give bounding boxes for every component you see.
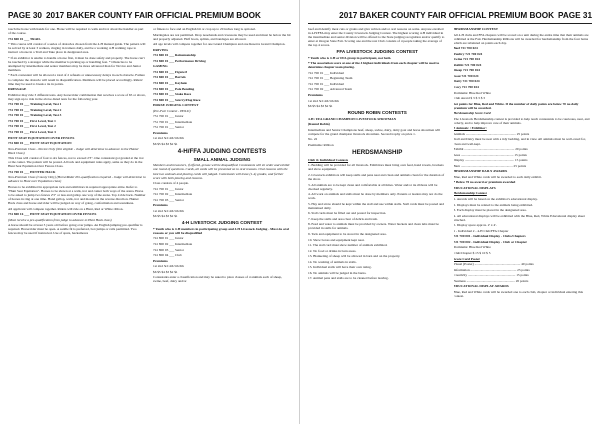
text-block: This Class will consist of four to six fences, not to exceed 2'3". One contestant got graded at the trot or the canter. The pattern will be posted. All tack and equipment rules apply, same as they do in the Hunt Seat Equitation Over Fences Class. bbox=[8, 156, 144, 169]
book-title: 2017 BAKER COUNTY FAIR OFFICIAL PREMIUM BOOK bbox=[339, 11, 555, 20]
rule-item: 16. No animals will be judged in the barns. bbox=[308, 270, 367, 275]
section-heading: HERDSMANSHIP DAILY AWARDS bbox=[453, 169, 508, 174]
class-heading: 731 800 16 ___ HUNT SEAT EQUITATION OVER FENCES bbox=[8, 212, 97, 217]
class-entry: 731 800 01 ___ Scurry/Flag Race bbox=[153, 97, 201, 102]
class-entry: 731 700 01 ___ First Level, Test 2 bbox=[8, 124, 56, 129]
rule-item: 14. No washing of animals in stalls. bbox=[308, 259, 357, 264]
rule-item: 9. Tack and equipment to be stored in the designated area. bbox=[308, 232, 387, 236]
class-number: No. 22 bbox=[308, 137, 318, 142]
score-line: Animals ........................................................... 25 points bbox=[453, 131, 530, 136]
text-block: Martingales are not permitted. Drop nosebands and cavessons may be used and must be below the bit and properly adjusted. Half boots, splints, and bandages are allowed. bbox=[153, 32, 291, 41]
rule-item: 11. The stall card must show number of animals exhibited. bbox=[308, 243, 388, 248]
right-column-1 bbox=[308, 27, 447, 420]
note: (Round Robin) bbox=[308, 122, 330, 127]
section-heading: HORSE JUDGING CONTEST bbox=[153, 103, 199, 108]
class-entry: 731 700 01 ___ Intermediate bbox=[153, 119, 193, 124]
rule-item: 7. Keep the stalls and area clear of debris and trash. bbox=[308, 216, 378, 221]
text-block: Exhibitor may ride 3 different tests. Any horse/rider combination that receives a score of 65 or above, may sign up to ride in the above-listed tests for the following year. bbox=[8, 92, 146, 101]
award-line: Rabbit 721 700 024 bbox=[453, 62, 482, 67]
premium-amounts: Club/Chapter $ 15 $ 10 $ 5 bbox=[453, 250, 491, 255]
premium-amounts: $6 $5 $4 $3 $2 $1 bbox=[153, 214, 178, 219]
award-line: Swine 721 700 024 bbox=[453, 57, 480, 62]
note: * The association score at one of the 4 highest individuals from each chapter will be used to determine chapter team placing. bbox=[308, 61, 440, 70]
note: (Pre-Fair Contest - HOLD) bbox=[153, 108, 191, 113]
score-line: Area .............................................................. 15 points bbox=[453, 152, 527, 157]
class-entry: 741 700 03 ___ Senior bbox=[153, 197, 184, 202]
note: * Below 70 no award or premium awarded bbox=[453, 180, 516, 185]
section-heading: EDUCATIONAL DISPLAY AWARDS bbox=[453, 284, 509, 289]
class-entry: 741 700 02 ___ Intermediate bbox=[153, 192, 193, 197]
class-heading: 731 800 01 ___ TRAIL bbox=[8, 36, 41, 41]
rule-item: 1. Bedding will be provided for all livestock. Exhibitors must bring own feed, hand towels, brackets and show equipment. bbox=[308, 163, 444, 172]
class-entry: 731 800 01 ___ Keyhole bbox=[153, 80, 187, 85]
note: * Youth who is 4-H or FFA group in participant, not both. bbox=[308, 55, 392, 60]
rule-item: 3. Each display must be placed in the designated area. bbox=[453, 208, 527, 213]
text-block: Stall and Dairy must be neat with a tidy bedding, and in view. All animals must be well-cared for, clean and well-kept. bbox=[453, 137, 586, 146]
premiums-label: Premiums bbox=[153, 203, 168, 208]
text-block: touch the horse with hands for one. Horse will be required to walk and trot about the handler as part of the course. bbox=[8, 27, 144, 36]
text-block: Class consists of 4 people. bbox=[153, 181, 189, 186]
class-entry: 731 800 01 ___ Reinsmanship bbox=[153, 53, 196, 58]
subsection-title: FFA LIVESTOCK JUDGING CONTEST bbox=[336, 49, 418, 55]
class-entry: 741 700 01 ___ Individual bbox=[308, 81, 344, 86]
score-line: Display .......................................................... 15 points bbox=[453, 158, 528, 163]
note: (Must receive a pre-qualification from judge to advance to Hunt Hack class) bbox=[8, 217, 112, 222]
premium-amounts: $6 $5 $4 $3 $2 $1 bbox=[308, 104, 333, 109]
class-entry: 721 700 002 - Individual Display - Club or Chapter bbox=[453, 239, 528, 244]
score-line: Visual (Poster) ...................................................... 40 points bbox=[453, 262, 534, 267]
class-entry: 731 700 01 ___ Training Level, Test 1 bbox=[8, 102, 62, 107]
section-heading: GAMING bbox=[153, 64, 168, 69]
premiums-label: Premiums bbox=[153, 130, 168, 135]
premium-places: 1st 2nd 3rd 4th 5th 6th bbox=[153, 264, 184, 269]
section-heading: DRIVING bbox=[153, 47, 169, 52]
subsection-title: SMALL ANIMAL JUDGING bbox=[193, 157, 251, 163]
rule-item: 17. Animal pens and stalls are to be cleaned before leaving. bbox=[308, 276, 389, 281]
subheading: Club & Individual Contests bbox=[308, 157, 349, 162]
class-heading: 731 700 01 ___ HUNTER HACK bbox=[8, 169, 56, 174]
subheading: Score Card Poster bbox=[453, 256, 480, 261]
left-column-2 bbox=[153, 27, 291, 420]
class-entry: 731 700 01 ___ First Level, Test 3 bbox=[8, 129, 56, 134]
rule-item: 1. Awards will be based on the exhibitor's educational display. bbox=[453, 197, 538, 201]
class-entry: 741 800 04 ___ Club bbox=[153, 253, 182, 258]
award-line: Dairy 721 700 024 bbox=[453, 79, 480, 84]
section-title: 4-H/FFA JUDGING CONTESTS bbox=[177, 148, 267, 156]
right-page-header bbox=[308, 8, 592, 24]
class-entry: 741 700 01 ___ Beginning Team bbox=[308, 76, 353, 81]
note: Set points for Blue, Red and White. If the number of daily points are below 70 no daily premium will be awarded. bbox=[453, 101, 579, 110]
premium-places: 1st 2nd 3rd 4th 5th 6th bbox=[153, 136, 184, 141]
score-line: Exhibit ........................................................... 20 points bbox=[453, 147, 528, 152]
text-block: Blue, Red and White cards will be awarded to each daily exhibit. bbox=[453, 174, 542, 179]
class-entry: 741 800 02 ___ Intermediate bbox=[153, 242, 193, 246]
right-column-2 bbox=[454, 27, 593, 420]
rule-item: 5. Hay and straw should be kept within the stall and use within stalls. Stall cards must be posted and maintained daily. bbox=[308, 201, 444, 210]
subheading: Herdsmanship Score Card bbox=[453, 111, 491, 116]
page-number: PAGE 30 bbox=[8, 11, 42, 20]
note: Members and treasurers, if offered, grease will be disqualified. Contestants will sit order and exhibit one round of questions. Cards, all cards will be presented on to oral reasons. Oral reasons with the best two animals and placing cards will judged. Contestants will leave (1-4) grades, and further score with both placing and reasons. bbox=[153, 163, 290, 180]
award-line: Beef 721 700 024 bbox=[453, 46, 478, 51]
section-title: HERDSMANSHIP bbox=[352, 148, 403, 156]
page-number: PAGE 31 bbox=[558, 11, 592, 20]
class-entry: 731 800 01 ___ Barrels bbox=[153, 75, 186, 80]
class-entry: 731 700 01 ___ Junior bbox=[153, 114, 184, 119]
subsection-title: ROUND ROBIN CONTESTS bbox=[347, 110, 407, 116]
subheading: # Animals: / Exhibitor: bbox=[453, 126, 487, 131]
text-block: beef and identify meat cuts or grains and give written and/or oral reasons on some. Anyone enrolled in 4-H/FFA may enter the County Livestock Judging Contest. The highest scoring 4-H individual in the intermediate and senior division will be offered to the State judging recognition and/or qualify to enter at Oregon State Fair. Scoring one and the rest Club consists of 4 people taking the average of the top 4 scores. bbox=[308, 27, 445, 48]
premiums-label: Premiums bbox=[308, 92, 323, 97]
section-heading: HUNT SEAT EQUITATION OVER FENCES bbox=[8, 135, 75, 140]
text-block: Contestants enter a classification and may be asked to place classes of 4 animals each of sheep, swine, beef, dairy and/or bbox=[153, 275, 283, 284]
premiums-label: Premiums: Ribbon bbox=[308, 142, 334, 147]
left-column-1 bbox=[8, 27, 146, 420]
section-heading: HERDSMANSHIP CONTEST bbox=[453, 27, 499, 31]
class-entry: 731 700 01 ___ Training Level, Test 2 bbox=[8, 107, 62, 112]
class-entry: 731 800 01 ___ Performance Driving bbox=[153, 58, 206, 63]
premiums-label: Premiums: Blue Red White bbox=[453, 90, 491, 95]
text-block: All 4-H clubs and FFA chapters will be scored on a unit during the entire time that their animals are exhibited at the Fair. Herdsmanship Ribbons will be awarded for herdsmanship from the four barns which are tabulated on points each day. bbox=[453, 32, 589, 45]
class-entry: 741 700 02 ___ Advanced Team bbox=[308, 87, 352, 92]
note: Non-Premium Class (County Only) (Horse/Rider Pre-qualification required - Judge will determine to advance to Hunt over Equitation class) bbox=[8, 175, 146, 184]
text-block: All applicant will compete together. Riders will ride on a Hunt, Red or White ribbon. bbox=[8, 206, 124, 211]
class-entry: 721 700 001 - Individual Display - Clubs/Chapters bbox=[453, 234, 526, 239]
award-line: Goat 721 700 024 bbox=[453, 73, 479, 78]
section-heading: EDUCATIONAL DISPLAYS bbox=[453, 185, 496, 190]
rule-item: 4. All educational displays will be exhibited with the Blue, Red, White Educational display sheet attached. bbox=[453, 213, 585, 222]
rule-item: 5. Display space approx. 2' x 4'. bbox=[453, 223, 497, 228]
rule-item: 6. Stall cards must be filled out and posted for inspection. bbox=[308, 211, 387, 216]
class-entry: 741 700 01 ___ Individual bbox=[308, 70, 344, 75]
rule-item: 10. Show boxes and equipment kept neat. bbox=[308, 237, 365, 242]
text-block: * Each contestant will be allowed a total of 2 refusals or unnecessary delays in each obstacle. Failure to complete the obstacle will result in disqualification. Members will be placed accordingly. Riders' time may be used to break a tie in points. bbox=[8, 73, 145, 86]
score-line: Creativity ........................................................ 15 points bbox=[453, 273, 529, 278]
award-line: Poultry 721 700 024 bbox=[453, 51, 483, 56]
text-block: A horse should be at least 3 years old before going over jumps. An English jumping pre-qualifier is required. Horse/rider must be open. A saddle fit is preferred, box jumps or rails permitted. Two fences may be used if instructed. Use of spurs, hackamores bbox=[8, 223, 143, 236]
section-heading: DRESSAGE bbox=[8, 87, 27, 92]
book-title: 2017 BAKER COUNTY FAIR OFFICIAL PREMIUM BOOK bbox=[45, 11, 261, 20]
text-block: 1 - Individual 2 - 4-H Club/FFA Chapter bbox=[453, 228, 509, 233]
subsection-title: 4-H LIVESTOCK JUDGING CONTEST bbox=[181, 220, 263, 226]
premium-amounts: Club Award $ 3 $ 3 $ 3 bbox=[453, 96, 485, 101]
note: * Youth who is 4-H members in participating group and 4-H Livestock Judging - Must do oral reasons or you will be disqualified bbox=[153, 226, 289, 235]
class-heading: 4-H / FFA GRAND CHAMPION LIVESTOCK SHOWMAN bbox=[308, 116, 397, 121]
class-entry: 731 800 01 ___ Stake Race bbox=[153, 92, 192, 97]
rule-item: 4. All work on animals and stalls must be done by members only. Parents or leaders may not do the work. bbox=[308, 192, 443, 201]
text-block: or fitness to face and an English bit or crop up to 20 inches long is optional. bbox=[153, 27, 256, 31]
premium-places: 1st 2nd 3rd 4th 5th 6th bbox=[308, 98, 339, 103]
class-entry: 731 700 01 ___ First Level, Test 1 bbox=[8, 118, 56, 123]
left-page-columns bbox=[8, 27, 291, 420]
class-entry: 731 700 01 ___ Training Level, Test 3 bbox=[8, 113, 62, 118]
award-line: Cavy 721 700 024 bbox=[453, 85, 479, 90]
premiums-label: Premiums: Blue Red White bbox=[453, 245, 491, 250]
text-block: Intermediate and Senior Champions beef, sheep, swine, dairy, dairy goat and horse showmen will compete for the grand champion livestock showman. Second trophy on prize 1. bbox=[308, 127, 441, 136]
score-line: Barn ............................................................. 25 points bbox=[453, 163, 527, 168]
class-entry: 731 800 01 ___ Figure 8 bbox=[153, 69, 188, 74]
text-block: All age levels will compete together for one Grand Champion and one Reserve Grand Champion. bbox=[153, 42, 286, 47]
subheading: Herdsmanship Contest bbox=[453, 191, 487, 196]
rule-item: 12. No food or drinks in barn areas. bbox=[308, 248, 357, 253]
premiums-label: Premiums bbox=[153, 258, 168, 263]
text-block: * If an exhibitor is unable to handle a horse first, it must be done safely and properly. The horse can't be touched by a stranger while the member is picking up or handling feet. * Obstacles to be attempted by intermediate and senior members may be more advanced than for Novice and Junior members. bbox=[8, 55, 145, 72]
class-entry: 741 700 01 ___ Junior bbox=[153, 186, 184, 191]
rule-item: 2. Displays must be related to the animals being exhibited. bbox=[453, 202, 533, 207]
right-page-columns bbox=[308, 27, 592, 420]
score-line: Information ...................................................... 25 points bbox=[453, 267, 530, 272]
class-entry: 741 800 03 ___ Senior bbox=[153, 247, 184, 252]
premium-places: 1st 2nd 3rd 4th 5th 6th bbox=[153, 208, 184, 213]
premium-amounts: $6 $5 $4 $3 $2 $1 bbox=[153, 269, 178, 274]
award-line: Sheep 721 700 024 bbox=[453, 68, 480, 73]
class-entry: 731 700 01 ___ Senior bbox=[153, 125, 184, 130]
rule-item: 13. Blanketing of sheep will be allowed in barn and on the property. bbox=[308, 254, 401, 259]
rule-item: 3. All animals are to be kept clean and comfortable at all times. Water and/or tie ribbons will be checked regularly. bbox=[308, 182, 438, 191]
text-block: Horses to be exhibited in appropriate tack and exhibitors in required appropriate attire. Refer to "Hunt Seat Equitation". Horses to be shown at a walk, trot and canter both ways of the arena. Horse to be asked to jump two fences 2'3" or less and gallop one way of the arena. Top 4 ride back. Number of horses in ring at one time. Hand gallop, walk, trot and mounts in the reverse direction. Hunter Hack class and horse and rider will be judged on way of going, conformation and soundness. bbox=[8, 185, 146, 206]
left-page-header bbox=[8, 8, 291, 24]
note: Non-Premium Class - Novice Only (Not eligible - Judge will determine to advance to the Hunter Hack Class) bbox=[8, 146, 139, 155]
right-page bbox=[300, 0, 600, 424]
rule-item: 15. Individual stalls will have their own rating. bbox=[308, 265, 372, 270]
rule-item: 2. Livestock exhibitors will keep stalls and pens neat and clean and animals clean for the duration of the show. bbox=[308, 172, 445, 181]
class-heading: 731 800 01 ___ HUNT SEAT EQUITATION bbox=[8, 141, 72, 146]
score-line: Neatness ......................................................... 20 points bbox=[453, 278, 529, 283]
class-entry: 731 800 01 ___ Pole Bending bbox=[153, 86, 195, 91]
rule-item: 8. Feed and water to animals must be provided by owners. Water buckets and clean tubs must be provided in stalls for animals. bbox=[308, 222, 439, 231]
text-block: The Livestock Herdsmanship contest is provided to help teach contestants to be courteous, neat, and orderly, and to help improve care of their animals. bbox=[453, 116, 590, 125]
text-block: * This course will consist of a series of obstacles chosen from the 4-H manual guide. The pattern will be solved by at least 3 walkers, ringing in trainers daily, and be a working 4-H walking rope to instruct a horse in a Trail and Take place in designated area. bbox=[8, 42, 146, 55]
text-block: Blue, Red and White cards will be awarded one to each club, chapter or individual entering this contest. bbox=[453, 289, 583, 298]
premium-amounts: $6 $5 $4 $3 $2 $1 bbox=[153, 141, 178, 146]
class-entry: 741 800 01 ___ Junior bbox=[153, 236, 184, 241]
